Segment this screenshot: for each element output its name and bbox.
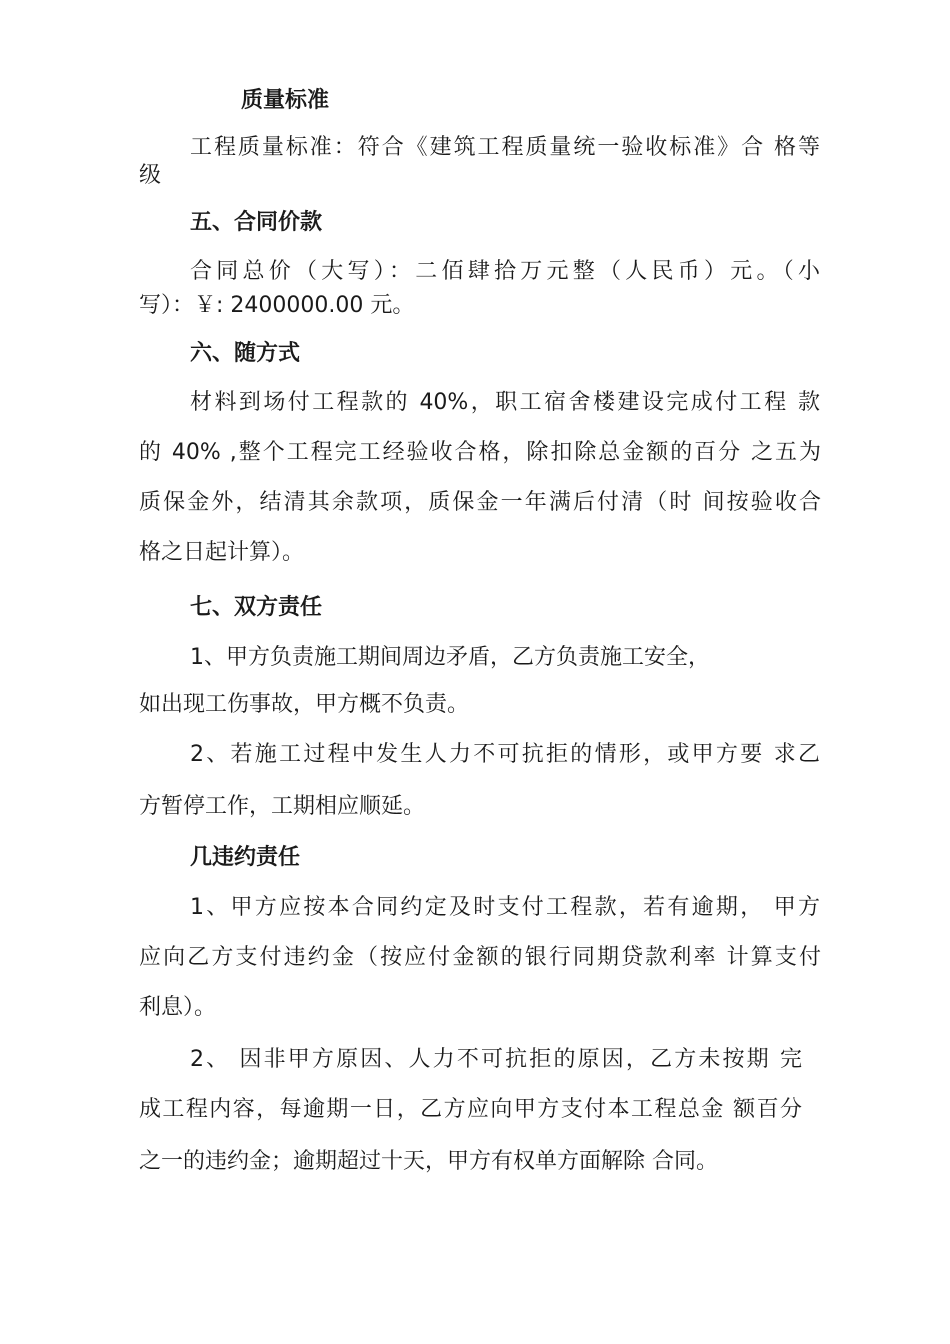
heading-quality-standard: 质量标准 [241, 88, 330, 113]
paragraph-line: 级 [139, 163, 162, 188]
paragraph-line: 材料到场付工程款的 40%，职工宿舍楼建设完成付工程 款 [190, 390, 820, 415]
paragraph-line: 之一的违约金；逾期超过十天，甲方有权单方面解除 合同。 [139, 1149, 718, 1174]
paragraph-line: 工程质量标准：符合《建筑工程质量统一验收标准》合 格等 [190, 135, 820, 160]
paragraph-line: 如出现工伤事故，甲方概不负责。 [139, 692, 470, 717]
paragraph-line: 2、 因非甲方原因、人力不可抗拒的原因，乙方未按期 完 [190, 1047, 802, 1072]
heading-contract-price: 五、合同价款 [190, 210, 323, 235]
paragraph-line: 2、若施工过程中发生人力不可抗拒的情形，或甲方要 求乙 [190, 742, 820, 767]
paragraph-line: 利息）。 [139, 995, 217, 1020]
paragraph-line: 应向乙方支付违约金（按应付金额的银行同期贷款利率 计算支付 [139, 945, 821, 970]
paragraph-line: 合同总价（大写）：二佰肆拾万元整（人民币）元。（小 [190, 259, 820, 284]
paragraph-line: 成工程内容，每逾期一日，乙方应向甲方支付本工程总金 额百分 [139, 1097, 802, 1122]
paragraph-line: 质保金外，结清其余款项，质保金一年满后付清（时 间按验收合 [139, 490, 821, 515]
paragraph-line: 格之日起计算）。 [139, 540, 305, 565]
heading-payment-method: 六、随方式 [190, 341, 301, 366]
paragraph-line: 方暂停工作，工期相应顺延。 [139, 794, 426, 819]
paragraph-line: 的 40% ,整个工程完工经验收合格，除扣除总金额的百分 之五为 [139, 440, 821, 465]
paragraph-line: 1、甲方负责施工期间周边矛盾，乙方负责施工安全， [190, 645, 710, 670]
heading-responsibilities: 七、双方责任 [190, 595, 323, 620]
heading-breach-liability: 几违约责任 [190, 845, 301, 870]
paragraph-line: 1、甲方应按本合同约定及时支付工程款，若有逾期， 甲方 [190, 895, 820, 920]
paragraph-line: 写）：￥: 2400000.00 元。 [139, 293, 415, 318]
